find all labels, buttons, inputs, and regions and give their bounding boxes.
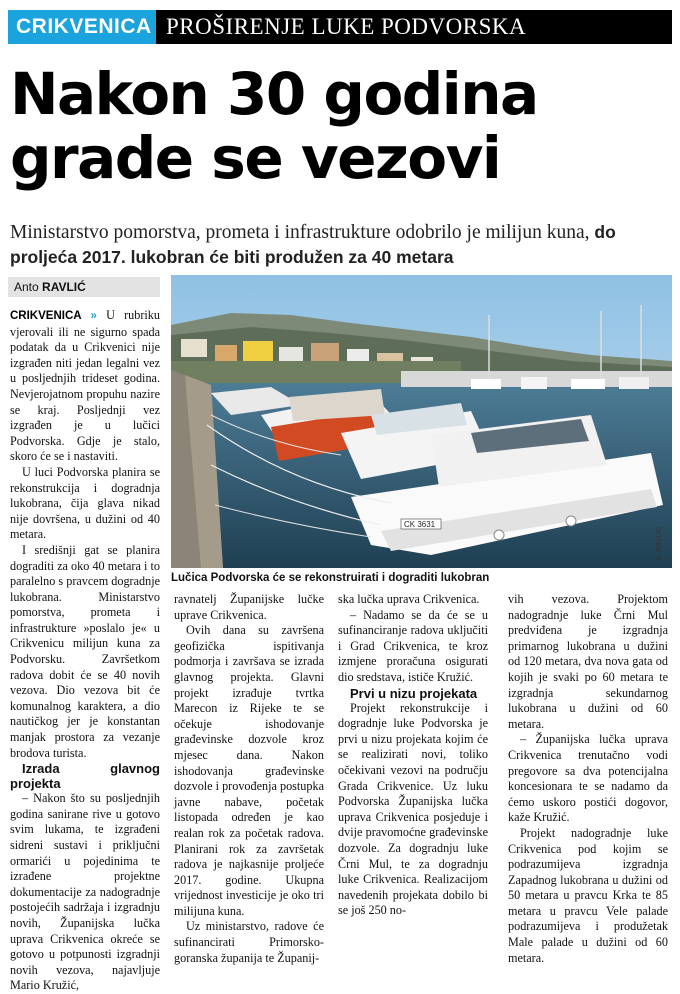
article-column-1 bbox=[10, 308, 160, 994]
paragraph: Projekt nadogradnje luke Crikvenica pod kojim se podrazumijeva izgradnja Zapadnog lukobrana u dužini od 50 metara u pravcu Krka te 85 metara u pravcu Vele palade podrazumijeva i produžetak Male palade u dužini od 60 metara. bbox=[508, 825, 668, 965]
photo-caption: Lučica Podvorska će se rekonstruirati i dograditi lukobran bbox=[171, 572, 490, 584]
paragraph: Uz ministarstvo, radove će sufinancirati Primorsko-goranska županija te Županij- bbox=[174, 919, 324, 965]
photo-credit: A. RAVLIĆ bbox=[656, 526, 663, 560]
dateline-arrow: » bbox=[90, 310, 97, 322]
headline-line-2: grade se vezovi bbox=[10, 124, 501, 192]
harbor-photo-illustration bbox=[171, 275, 672, 568]
paragraph: – Nadamo se da će se u sufinanciranje radova uključiti i Grad Crikvenica, te kroz izmjene proračuna osigurati dio sredstava, ističe Kružić. bbox=[338, 607, 488, 684]
author-byline bbox=[8, 277, 160, 297]
paragraph: ravnatelj Županijske lučke uprave Crikvenica. bbox=[174, 592, 324, 622]
article-column-4 bbox=[508, 592, 668, 966]
harbor-photo bbox=[171, 275, 672, 568]
paragraph: Ovih dana su završena geofizička ispitivanja podmorja i završava se izrada glavnog projekta. Glavni projekt izrađuje tvrtka Marecon iz Rijeke te se očekuje ishodovanje građevinske dozvole kroz mjesec dana. Nakon ishodovanja građevinske dozvole i provođenja postupka javne nabave, početak listopada određen je kao realan rok za početak radova. Planirani rok za završetak radova je najkasnije proljeće 2017. godine. Ukupna vrijednost investicije je oko tri milijuna kuna. bbox=[174, 623, 324, 918]
section-subheading: Prvi u nizu projekata bbox=[350, 685, 478, 701]
article-subheadline bbox=[10, 220, 670, 270]
boat-registration: CK 3631 bbox=[404, 520, 436, 529]
dateline: CRIKVENICA » bbox=[10, 310, 97, 322]
paragraph: I središnji gat se planira dograditi za oko 40 metara i to paralelno s pravcem dogradnje lukobrana. Ministarstvo pomorstva, prometa i infrastrukture »poslalo je« u Crikvenicu milijun kuna za Podvorsku. Završetkom radova dobit će se 40 novih vezova. Dio vezova bit će komunalnog karaktera, a dio nautičkog jer je konstantan manjak prostora za vezanje brodova turista. bbox=[10, 542, 160, 760]
section-topic-label: PROŠIRENJE LUKE PODVORSKA bbox=[166, 14, 527, 39]
paragraph: – Nakon što su posljednjih godina sanirane rive u gotovo svim lukama, te izgrađeni sidreni sustavi i priključni ormarići u pojedinima te izrađene projektne dokumentacije za nadogradnje postojećih sadržaja i izgradnju novih, Županijska lučka uprava Crikvenica okreće se gotovo u potpunosti izgradnji novih vezova, najavljuje Mario Kružić, bbox=[10, 791, 160, 993]
article-column-2 bbox=[174, 592, 324, 966]
paragraph: CRIKVENICA » U rubriku vjerovali ili ne sigurno spada podatak da u Crikvenici nije izgrađen niti jedan legalni vez u posljednjih trideset godina. Nevjerojatnom propuhu nazire se kraj. Posljednji vez izgrađen je u lučici Podvorska. Gdje je stalo, skoro će se i nastaviti. bbox=[10, 308, 160, 464]
paragraph: ska lučka uprava Crikvenica. bbox=[338, 592, 480, 606]
subhead-bold: do proljeća 2017. lukobran će biti produžen za 40 metara bbox=[10, 222, 616, 267]
section-place-label: CRIKVENICA bbox=[8, 10, 156, 44]
subhead-normal: Ministarstvo pomorstva, prometa i infrastrukture odobrilo je milijun kuna, bbox=[10, 222, 595, 243]
paragraph: Projekt rekonstrukcije i dogradnje luke Podvorska je prvi u nizu projekata kojim će se realizirati novi, toliko očekivani vezovi na području Grada Crikvenice. Uz luku Podvorska Županijska lučka uprava Crikvenica posjeduje i dvije pravomoćne građevinske dozvole. Za dogradnju luke Črni Mul, te za dogradnju luke Crikvenica. Realizacijom navedenih projekata dobilo bi se još 250 no- bbox=[338, 700, 488, 918]
section-header-bar bbox=[8, 10, 672, 44]
section-subheading: Izrada glavnog projekta bbox=[10, 761, 160, 792]
paragraph: – Županijska lučka uprava Crikvenica trenutačno vodi pregovore sa dva potencijalna koncesionara te se nadamo da ćemo uskoro postići dogovor, kaže Kružić. bbox=[508, 732, 668, 825]
author-last-name: RAVLIĆ bbox=[42, 280, 86, 294]
paragraph: U luci Podvorska planira se rekonstrukcija i dogradnja lukobrana, čija glava nikad nije dovršena, u dužini od 40 metara. bbox=[10, 464, 160, 542]
article-headline bbox=[10, 62, 670, 190]
headline-line-1: Nakon 30 godina bbox=[10, 60, 538, 128]
article-column-3 bbox=[338, 592, 488, 919]
author-first-name: Anto bbox=[14, 280, 43, 294]
paragraph: vih vezova. Projektom nadogradnje luke Črni Mul predviđena je izgradnja primarnog lukobrana u dužini od 120 metara, dva nova gata od kojih je svaki po 60 metara te izgradnja sekundarnog lukobrana u dužini od 60 metara. bbox=[508, 592, 668, 731]
